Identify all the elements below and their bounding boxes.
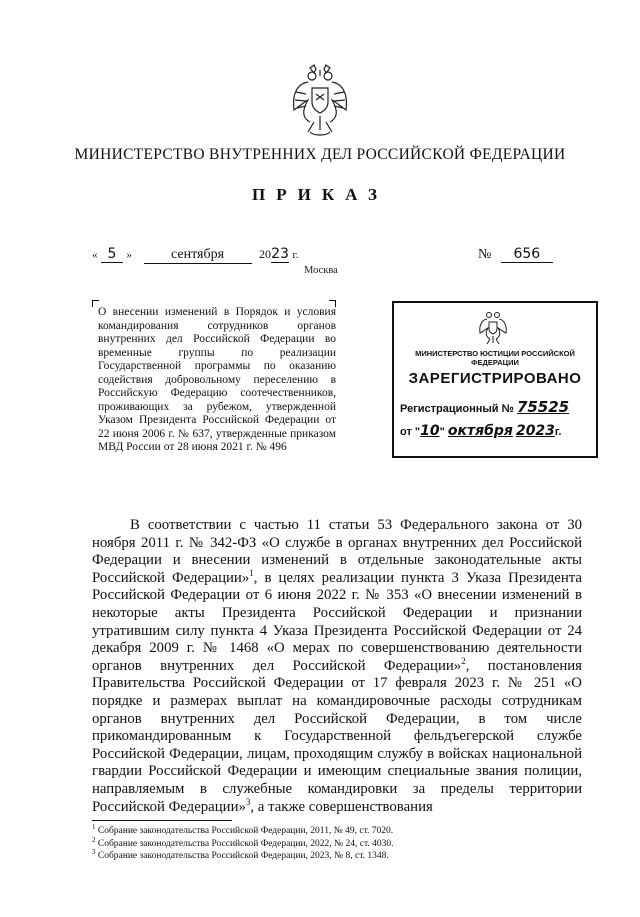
stamp-date-line bbox=[400, 423, 561, 439]
stamp-date-mid: " bbox=[439, 426, 445, 438]
stamp-date-unit: г. bbox=[554, 426, 562, 438]
footnote-text: Собрание законодательства Российской Федерации, 2011, № 49, ст. 7020. bbox=[97, 826, 394, 836]
body-paragraph bbox=[92, 517, 582, 816]
stamp-date-month: октября bbox=[447, 423, 513, 439]
stamp-ministry: МИНИСТЕРСТВО ЮСТИЦИИ РОССИЙСКОЙ ФЕДЕРАЦИИ bbox=[415, 349, 575, 367]
footnote-text: Собрание законодательства Российской Федерации, 2022, № 24, ст. 4030. bbox=[97, 838, 394, 849]
order-number bbox=[478, 246, 553, 263]
document-type: ПРИКАЗ bbox=[252, 185, 388, 204]
order-day: 5 bbox=[101, 246, 123, 263]
coat-of-arms-icon bbox=[478, 309, 508, 345]
registration-stamp bbox=[392, 301, 598, 458]
city: Москва bbox=[304, 265, 338, 276]
footnote-text: Собрание законодательства Российской Федерации, 2023, № 8, ст. 1348. bbox=[97, 851, 389, 861]
body-text-4: , а также совершенствования bbox=[250, 798, 433, 815]
year-unit: г. bbox=[292, 249, 299, 261]
stamp-reg-label: Регистрационный № bbox=[400, 403, 514, 415]
stamp-reg-line bbox=[400, 398, 569, 416]
footnote-ref: 3 bbox=[245, 796, 251, 807]
stamp-date-day: 10 bbox=[420, 423, 440, 439]
footnote-item bbox=[92, 847, 394, 863]
year-prefix: 20 bbox=[259, 247, 271, 261]
footnote-divider bbox=[92, 820, 232, 821]
quote-close: » bbox=[126, 249, 132, 261]
quote-open: « bbox=[92, 249, 98, 261]
coat-of-arms-icon bbox=[288, 62, 352, 142]
body-text-3: , постановления Правительства Российской Федерации от 17 февраля 2023 г. № 251 «О порядке и размерах выплат на командировочные расходы сотрудникам органов внутренних дел Российской Федерации, в том числе прикомандированным к Государственной фельдъегерской службе Российской Федерации, лицам, проходящим службу в войсках национальной гвардии Российской Федерации и имеющим специальные звания полиции, направляемым в служебные командировки за пределы территории Российской Федерации» bbox=[92, 657, 582, 815]
footnote-ref: 1 bbox=[249, 567, 254, 578]
stamp-reg-number: 75525 bbox=[516, 398, 570, 416]
order-year: 23 bbox=[271, 246, 289, 262]
order-date bbox=[92, 246, 299, 264]
footnote-ref: 2 bbox=[461, 655, 466, 666]
number-sign: № bbox=[478, 247, 492, 262]
body-text-1: В соответствии с частью 11 статьи 53 Федерального закона от 30 ноября 2011 г. № 342-ФЗ «О службе в органах внутренних дел Российской Федерации и внесении изменений в отдельные законодательные акты Российской Федерации» bbox=[92, 517, 582, 586]
order-body bbox=[92, 517, 582, 816]
stamp-date-prefix: от " bbox=[400, 426, 421, 438]
footnote-mark: 2 bbox=[92, 835, 96, 844]
order-number-value: 656 bbox=[501, 246, 553, 263]
footnote-item bbox=[92, 822, 394, 838]
stamp-status: ЗАРЕГИСТРИРОВАНО bbox=[408, 370, 582, 387]
footnotes bbox=[92, 822, 394, 863]
footnote-mark: 3 bbox=[92, 847, 96, 856]
order-title: О внесении изменений в Порядок и условия командирования сотрудников органов внутренних дел Российской Федерации во временные группы по реализации Государственной программы по оказанию содействия добровольному переселению в Российскую Федерацию соотечественников, проживающих за рубежом, утвержденной Указом Президента Российской Федерации от 22 июня 2006 г. № 637, утвержденные приказом МВД России от 28 июня 2021 г. № 496 bbox=[98, 306, 336, 453]
ministry-name: МИНИСТЕРСТВО ВНУТРЕННИХ ДЕЛ РОССИЙСКОЙ ФЕДЕРАЦИИ bbox=[74, 146, 566, 163]
body-text-2: , в целях реализации пункта 3 Указа Президента Российской Федерации от 6 июня 2022 г. № 353 «О внесении изменений в некоторые акты Президента Российской Федерации и признании утратившим силу пункта 4 Указа Президента Российской Федерации от 24 декабря 2009 г. № 1468 «О мерах по совершенствованию деятельности органов внутренних дел Российской Федерации» bbox=[92, 569, 582, 674]
order-month: сентября bbox=[144, 247, 252, 264]
stamp-date-year: 2023 bbox=[515, 423, 555, 439]
footnote-mark: 1 bbox=[92, 822, 96, 831]
footnote-item bbox=[92, 835, 394, 851]
